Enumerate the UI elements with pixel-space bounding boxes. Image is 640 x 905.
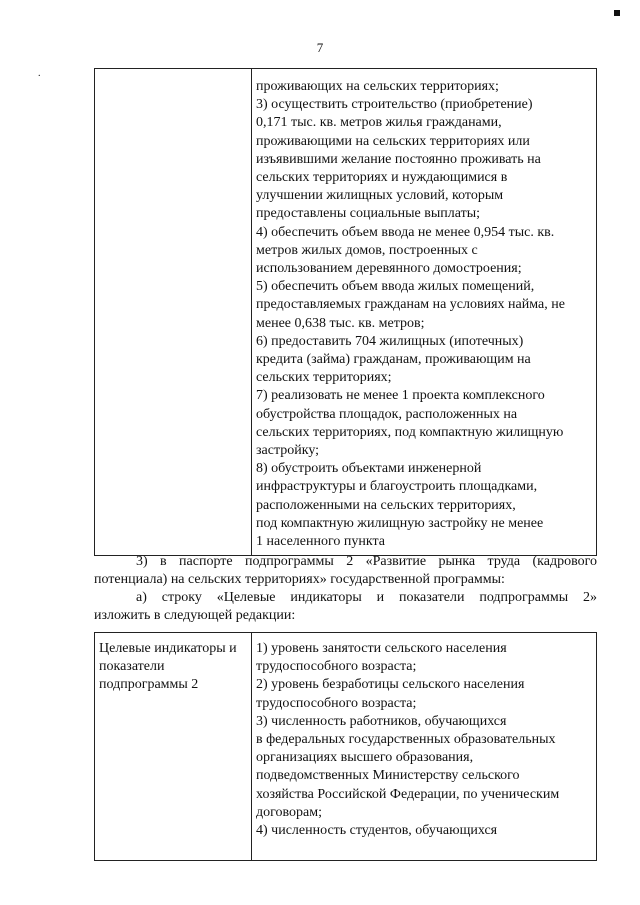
table-line: сельских территориях, под компактную жилищную: [256, 424, 564, 440]
table-line: 8) обустроить объектами инженерной: [256, 461, 482, 477]
paragraph-line: изложить в следующей редакции:: [94, 608, 296, 623]
continued-table: [94, 68, 597, 556]
table-line: организациях высшего образования,: [256, 750, 474, 766]
table-line: подведомственных Министерству сельского: [256, 768, 520, 784]
paragraph-target-indicators: [94, 589, 597, 625]
table-line: метров жилых домов, построенных с: [256, 242, 478, 258]
table-cell-label: [95, 69, 252, 556]
corner-mark: [614, 10, 620, 16]
table-row: [95, 633, 597, 861]
table-cell-value: [252, 69, 597, 556]
table-line: 3) осуществить строительство (приобретение): [256, 97, 533, 113]
table-line: договорам;: [256, 804, 322, 820]
table-line: застройку;: [256, 443, 320, 459]
table-line: 3) численность работников, обучающихся: [256, 713, 507, 729]
table-line: 6) предоставить 704 жилищных (ипотечных): [256, 333, 524, 349]
table-line: показатели: [99, 659, 165, 675]
table-line: 4) численность студентов, обучающихся: [256, 823, 498, 839]
paragraph-line: 3) в паспорте подпрограммы 2 «Развитие рынка труда (кадрового: [136, 554, 597, 569]
paragraph-line: а) строку «Целевые индикаторы и показатели подпрограммы 2»: [136, 590, 597, 605]
table-line: хозяйства Российской Федерации, по ученическим: [256, 786, 560, 802]
table-line: в федеральных государственных образовательных: [256, 732, 556, 748]
table-line: проживающими на сельских территориях или: [256, 133, 530, 149]
table-line: предоставлены социальные выплаты;: [256, 206, 481, 222]
indicators-table: [94, 632, 597, 861]
table-line: предоставляемых гражданам на условиях найма, не: [256, 297, 565, 313]
table-line: кредита (займа) гражданам, проживающим на: [256, 352, 531, 368]
table-line: подпрограммы 2: [99, 677, 199, 693]
scan-speck: .: [38, 68, 41, 79]
table-line: проживающих на сельских территориях;: [256, 79, 499, 94]
table-line: инфраструктуры и благоустроить площадками,: [256, 479, 538, 495]
table-line: 7) реализовать не менее 1 проекта комплексного: [256, 388, 545, 404]
paragraph-passport-subprogram-2: [94, 553, 597, 589]
table-line: улучшении жилищных условий, которым: [256, 188, 504, 204]
table-line: 2) уровень безработицы сельского населения: [256, 677, 525, 693]
table-line: расположенными на сельских территориях,: [256, 497, 516, 513]
table-line: 1 населенного пункта: [256, 534, 385, 550]
table-line: обустройства площадок, расположенных на: [256, 406, 518, 422]
table-row: [95, 69, 597, 556]
table-cell-label: [95, 633, 252, 861]
table-line: трудоспособного возраста;: [256, 659, 417, 675]
table-line: 5) обеспечить объем ввода жилых помещений,: [256, 279, 535, 295]
table-line: Целевые индикаторы и: [99, 641, 237, 656]
table-line: трудоспособного возраста;: [256, 695, 417, 711]
table-line: под компактную жилищную застройку не менее: [256, 515, 544, 531]
table-line: сельских территориях;: [256, 370, 392, 386]
table-line: 4) обеспечить объем ввода не менее 0,954 тыс. кв.: [256, 224, 555, 240]
table-line: менее 0,638 тыс. кв. метров;: [256, 315, 425, 331]
table-line: 0,171 тыс. кв. метров жилья гражданами,: [256, 115, 502, 131]
table-cell-value: [252, 633, 597, 861]
page-number: 7: [316, 40, 324, 55]
table-line: 1) уровень занятости сельского населения: [256, 641, 507, 656]
paragraph-line: потенциала) на сельских территориях» государственной программы:: [94, 572, 505, 587]
table-line: сельских территориях и нуждающимися в: [256, 170, 508, 186]
table-line: использованием деревянного домостроения;: [256, 261, 522, 277]
table-line: изъявившими желание постоянно проживать на: [256, 151, 541, 167]
